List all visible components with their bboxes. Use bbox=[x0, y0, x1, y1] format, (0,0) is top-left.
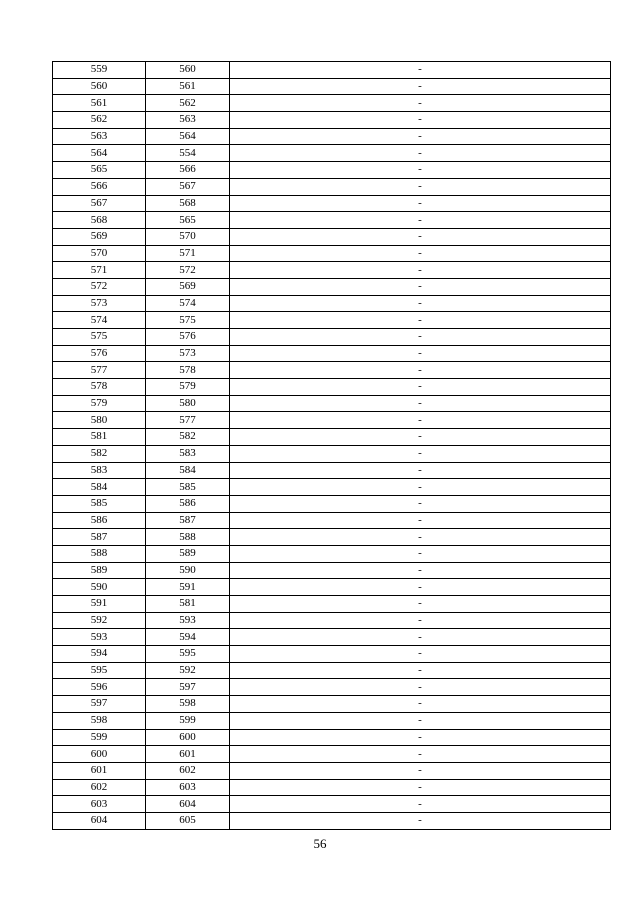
table-cell: 577 bbox=[53, 362, 146, 379]
table-row bbox=[53, 95, 611, 112]
table-cell: 561 bbox=[53, 95, 146, 112]
table-row bbox=[53, 362, 611, 379]
table-cell: 581 bbox=[53, 429, 146, 446]
table-cell: - bbox=[230, 228, 611, 245]
table-row bbox=[53, 545, 611, 562]
table-cell: 582 bbox=[146, 429, 230, 446]
table-row bbox=[53, 78, 611, 95]
table-cell: 585 bbox=[53, 495, 146, 512]
table-cell: 592 bbox=[146, 662, 230, 679]
table-row bbox=[53, 245, 611, 262]
table-cell: - bbox=[230, 646, 611, 663]
table-row bbox=[53, 646, 611, 663]
table-cell: - bbox=[230, 445, 611, 462]
table-cell: 597 bbox=[53, 696, 146, 713]
table-row bbox=[53, 212, 611, 229]
table-cell: 595 bbox=[53, 662, 146, 679]
table-cell: 570 bbox=[53, 245, 146, 262]
table-cell: 565 bbox=[146, 212, 230, 229]
table-cell: - bbox=[230, 495, 611, 512]
table-row bbox=[53, 345, 611, 362]
table-cell: - bbox=[230, 395, 611, 412]
table-cell: - bbox=[230, 629, 611, 646]
table-cell: - bbox=[230, 78, 611, 95]
table-cell: - bbox=[230, 562, 611, 579]
table-row bbox=[53, 762, 611, 779]
table-cell: 584 bbox=[146, 462, 230, 479]
table-cell: - bbox=[230, 596, 611, 613]
table-row bbox=[53, 62, 611, 79]
table-cell: 563 bbox=[53, 128, 146, 145]
table-cell: 571 bbox=[53, 262, 146, 279]
table-cell: - bbox=[230, 412, 611, 429]
table-cell: 576 bbox=[53, 345, 146, 362]
table-cell: 569 bbox=[146, 278, 230, 295]
table-row bbox=[53, 629, 611, 646]
table-cell: - bbox=[230, 429, 611, 446]
table-cell: 578 bbox=[53, 379, 146, 396]
table-cell: 584 bbox=[53, 479, 146, 496]
table-cell: - bbox=[230, 345, 611, 362]
table-cell: - bbox=[230, 262, 611, 279]
table-cell: 574 bbox=[146, 295, 230, 312]
table-cell: 577 bbox=[146, 412, 230, 429]
table-row bbox=[53, 295, 611, 312]
table-cell: 596 bbox=[53, 679, 146, 696]
table-cell: - bbox=[230, 379, 611, 396]
table-row bbox=[53, 796, 611, 813]
table-cell: 579 bbox=[146, 379, 230, 396]
table-row bbox=[53, 379, 611, 396]
table-cell: 586 bbox=[146, 495, 230, 512]
table-cell: 572 bbox=[53, 278, 146, 295]
table-cell: 603 bbox=[146, 779, 230, 796]
table-cell: 588 bbox=[53, 545, 146, 562]
table-cell: 604 bbox=[53, 812, 146, 829]
table-cell: - bbox=[230, 362, 611, 379]
table-row bbox=[53, 112, 611, 129]
table-row bbox=[53, 562, 611, 579]
table-cell: 567 bbox=[53, 195, 146, 212]
table-cell: 579 bbox=[53, 395, 146, 412]
table-cell: 583 bbox=[146, 445, 230, 462]
table-cell: 597 bbox=[146, 679, 230, 696]
table-cell: 591 bbox=[146, 579, 230, 596]
table-row bbox=[53, 412, 611, 429]
table-cell: 589 bbox=[53, 562, 146, 579]
table-cell: 561 bbox=[146, 78, 230, 95]
table-cell: 587 bbox=[53, 529, 146, 546]
table-cell: 570 bbox=[146, 228, 230, 245]
table-row bbox=[53, 662, 611, 679]
table-row bbox=[53, 812, 611, 829]
table-cell: - bbox=[230, 579, 611, 596]
table-cell: - bbox=[230, 245, 611, 262]
table-cell: 598 bbox=[146, 696, 230, 713]
table-row bbox=[53, 512, 611, 529]
table-cell: - bbox=[230, 95, 611, 112]
table-cell: - bbox=[230, 512, 611, 529]
table-row bbox=[53, 178, 611, 195]
table-row bbox=[53, 395, 611, 412]
table-cell: 591 bbox=[53, 596, 146, 613]
table-cell: - bbox=[230, 128, 611, 145]
table-cell: 564 bbox=[53, 145, 146, 162]
table-row bbox=[53, 429, 611, 446]
table-cell: 573 bbox=[53, 295, 146, 312]
table-cell: 600 bbox=[53, 746, 146, 763]
table-cell: - bbox=[230, 62, 611, 79]
table-cell: 590 bbox=[53, 579, 146, 596]
table-row bbox=[53, 529, 611, 546]
table-cell: 593 bbox=[146, 612, 230, 629]
table-row bbox=[53, 729, 611, 746]
table-cell: 593 bbox=[53, 629, 146, 646]
table-row bbox=[53, 746, 611, 763]
table-cell: - bbox=[230, 479, 611, 496]
table-row bbox=[53, 262, 611, 279]
table-cell: 600 bbox=[146, 729, 230, 746]
table-cell: - bbox=[230, 762, 611, 779]
table-cell: 571 bbox=[146, 245, 230, 262]
table-cell: 562 bbox=[146, 95, 230, 112]
table-cell: 562 bbox=[53, 112, 146, 129]
table-cell: 574 bbox=[53, 312, 146, 329]
table-cell: 575 bbox=[53, 329, 146, 346]
table-cell: 566 bbox=[146, 162, 230, 179]
table-cell: - bbox=[230, 779, 611, 796]
table-cell: 595 bbox=[146, 646, 230, 663]
table-row bbox=[53, 712, 611, 729]
table-cell: 598 bbox=[53, 712, 146, 729]
table-cell: - bbox=[230, 212, 611, 229]
table-row bbox=[53, 579, 611, 596]
table-cell: 588 bbox=[146, 529, 230, 546]
table-cell: 583 bbox=[53, 462, 146, 479]
table-cell: 587 bbox=[146, 512, 230, 529]
table-cell: 601 bbox=[146, 746, 230, 763]
table-row bbox=[53, 479, 611, 496]
table-row bbox=[53, 462, 611, 479]
table-row bbox=[53, 162, 611, 179]
table-cell: 604 bbox=[146, 796, 230, 813]
table-cell: - bbox=[230, 545, 611, 562]
table-row bbox=[53, 228, 611, 245]
table-cell: - bbox=[230, 195, 611, 212]
table-cell: 589 bbox=[146, 545, 230, 562]
table-cell: 580 bbox=[146, 395, 230, 412]
table-cell: - bbox=[230, 679, 611, 696]
table-row bbox=[53, 278, 611, 295]
table-row bbox=[53, 495, 611, 512]
table-cell: 594 bbox=[53, 646, 146, 663]
table-row bbox=[53, 145, 611, 162]
table-cell: 582 bbox=[53, 445, 146, 462]
table-row bbox=[53, 679, 611, 696]
table-cell: 590 bbox=[146, 562, 230, 579]
table-cell: 576 bbox=[146, 329, 230, 346]
table-cell: 599 bbox=[53, 729, 146, 746]
table-cell: - bbox=[230, 278, 611, 295]
table-row bbox=[53, 596, 611, 613]
table-row bbox=[53, 329, 611, 346]
table-cell: 560 bbox=[53, 78, 146, 95]
table-cell: 586 bbox=[53, 512, 146, 529]
table-cell: 605 bbox=[146, 812, 230, 829]
table-cell: - bbox=[230, 712, 611, 729]
table-cell: - bbox=[230, 796, 611, 813]
table-cell: - bbox=[230, 462, 611, 479]
table-cell: 564 bbox=[146, 128, 230, 145]
table-cell: 603 bbox=[53, 796, 146, 813]
table-row bbox=[53, 195, 611, 212]
table-cell: 560 bbox=[146, 62, 230, 79]
table-row bbox=[53, 445, 611, 462]
table-row bbox=[53, 696, 611, 713]
table-cell: 569 bbox=[53, 228, 146, 245]
table-cell: 575 bbox=[146, 312, 230, 329]
table-row bbox=[53, 779, 611, 796]
table-row bbox=[53, 128, 611, 145]
table-cell: 563 bbox=[146, 112, 230, 129]
table-cell: 565 bbox=[53, 162, 146, 179]
table-cell: 581 bbox=[146, 596, 230, 613]
table-cell: - bbox=[230, 145, 611, 162]
table-cell: 568 bbox=[146, 195, 230, 212]
table-cell: 572 bbox=[146, 262, 230, 279]
table-cell: - bbox=[230, 178, 611, 195]
table-cell: 594 bbox=[146, 629, 230, 646]
table-cell: - bbox=[230, 295, 611, 312]
table-cell: 592 bbox=[53, 612, 146, 629]
table-cell: - bbox=[230, 312, 611, 329]
table-row bbox=[53, 312, 611, 329]
table-cell: - bbox=[230, 746, 611, 763]
table-cell: - bbox=[230, 112, 611, 129]
table-cell: 566 bbox=[53, 178, 146, 195]
table-cell: - bbox=[230, 329, 611, 346]
table-cell: - bbox=[230, 612, 611, 629]
table-row bbox=[53, 612, 611, 629]
table-cell: 602 bbox=[53, 779, 146, 796]
table-cell: 559 bbox=[53, 62, 146, 79]
table-cell: 554 bbox=[146, 145, 230, 162]
table-cell: 580 bbox=[53, 412, 146, 429]
table-cell: 568 bbox=[53, 212, 146, 229]
table-cell: 578 bbox=[146, 362, 230, 379]
table-cell: 602 bbox=[146, 762, 230, 779]
table-cell: - bbox=[230, 662, 611, 679]
table-cell: - bbox=[230, 812, 611, 829]
table-cell: - bbox=[230, 729, 611, 746]
data-table bbox=[52, 61, 611, 830]
table-cell: 601 bbox=[53, 762, 146, 779]
table-cell: - bbox=[230, 162, 611, 179]
table-cell: 585 bbox=[146, 479, 230, 496]
table-cell: 599 bbox=[146, 712, 230, 729]
table-cell: - bbox=[230, 529, 611, 546]
table-cell: - bbox=[230, 696, 611, 713]
table-body bbox=[53, 62, 611, 830]
table-cell: 567 bbox=[146, 178, 230, 195]
page-number: 56 bbox=[313, 836, 327, 851]
table-cell: 573 bbox=[146, 345, 230, 362]
